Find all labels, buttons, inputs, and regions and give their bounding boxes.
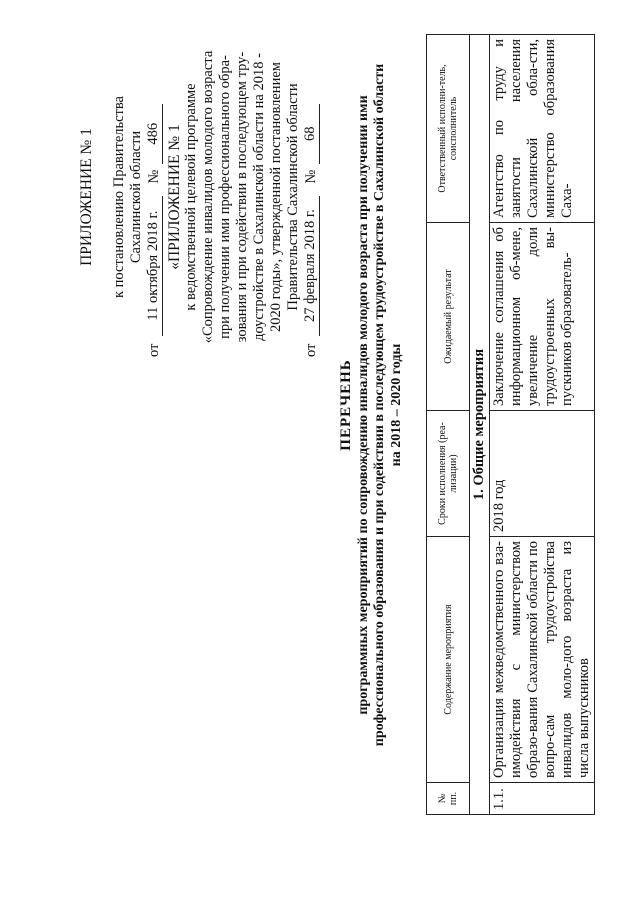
appendix-date: 11 октября 2018 г. <box>145 196 163 336</box>
appendix-line1: к постановлению Правительства <box>111 96 127 298</box>
prior-appendix-line-1: «Сопровождение инвалидов молодого возраста <box>200 50 216 344</box>
section-row <box>470 35 490 815</box>
prior-appendix-line-5: 2020 годы», утвержденной постановлением <box>268 62 284 332</box>
row-num: 1.1. <box>490 783 595 815</box>
header-num: № пп. <box>427 783 470 815</box>
prior-appendix-block <box>166 37 320 357</box>
appendix-num-sign: № <box>146 169 162 184</box>
section-title: 1. Общие мероприятия <box>470 35 490 815</box>
appendix-date-line <box>145 37 163 357</box>
header-content: Содержание мероприятия <box>427 537 470 783</box>
header-term: Сроки исполнения (реа-лизации) <box>427 411 470 537</box>
appendix-title: ПРИЛОЖЕНИЕ № 1 <box>78 128 95 266</box>
document-title <box>338 45 405 765</box>
prior-appendix-date: 27 февраля 2018 г. <box>302 196 320 336</box>
table-header-row <box>427 35 470 815</box>
prior-appendix-num-sign: № <box>303 169 319 184</box>
document-title-line-1: профессионального образования и при содействии в последующем трудоустройстве в Сахалинской области <box>372 63 387 747</box>
prior-appendix-from-prefix: от <box>303 343 319 357</box>
prior-appendix-line-0: к ведомственной целевой программе <box>183 83 199 311</box>
prior-appendix-line-2: при получении ими профессионального обра- <box>217 55 233 339</box>
appendix-block <box>78 37 163 357</box>
measures-table <box>426 34 595 815</box>
header-responsible: Ответственный исполни-тель, соисполнитель <box>427 35 470 223</box>
document-title-line-2: на 2018 – 2020 годы <box>388 343 404 467</box>
prior-appendix-title: «ПРИЛОЖЕНИЕ № 1 <box>166 124 183 270</box>
prior-appendix-number: 68 <box>302 104 320 164</box>
prior-appendix-line-4: доустройстве в Сахалинской области на 2018 - <box>251 53 267 341</box>
appendix-line2: Сахалинской области <box>128 130 144 264</box>
prior-appendix-line-3: зования и при содействии в последующем тру- <box>234 51 250 343</box>
prior-appendix-date-line <box>302 37 320 357</box>
row-term: 2018 год <box>490 411 595 537</box>
appendix-number: 486 <box>145 104 163 164</box>
row-responsible: Агентство по труду и занятости населения Сахалинской обла-сти, министерство образования Саха- <box>490 35 595 223</box>
document-heading: ПЕРЕЧЕНЬ <box>338 359 354 451</box>
table-row <box>490 35 595 815</box>
row-result: Заключение соглашения об информационном об-мене, увеличение доли трудоустроенных вы-пускников образователь- <box>490 223 595 411</box>
header-result: Ожидаемый результат <box>427 223 470 411</box>
appendix-from-prefix: от <box>146 343 162 357</box>
document-title-line-0: программных мероприятий по сопровождению инвалидов молодого возраста при получении ими <box>355 95 371 715</box>
row-content: Организация межведомственного вза-имодействия с министерством образо-вания Сахалинской области по вопро-сам трудоустройства инвалидов моло-дого возраста из числа выпускников <box>490 537 595 783</box>
prior-appendix-line-6: Правительства Сахалинской области <box>285 83 301 311</box>
